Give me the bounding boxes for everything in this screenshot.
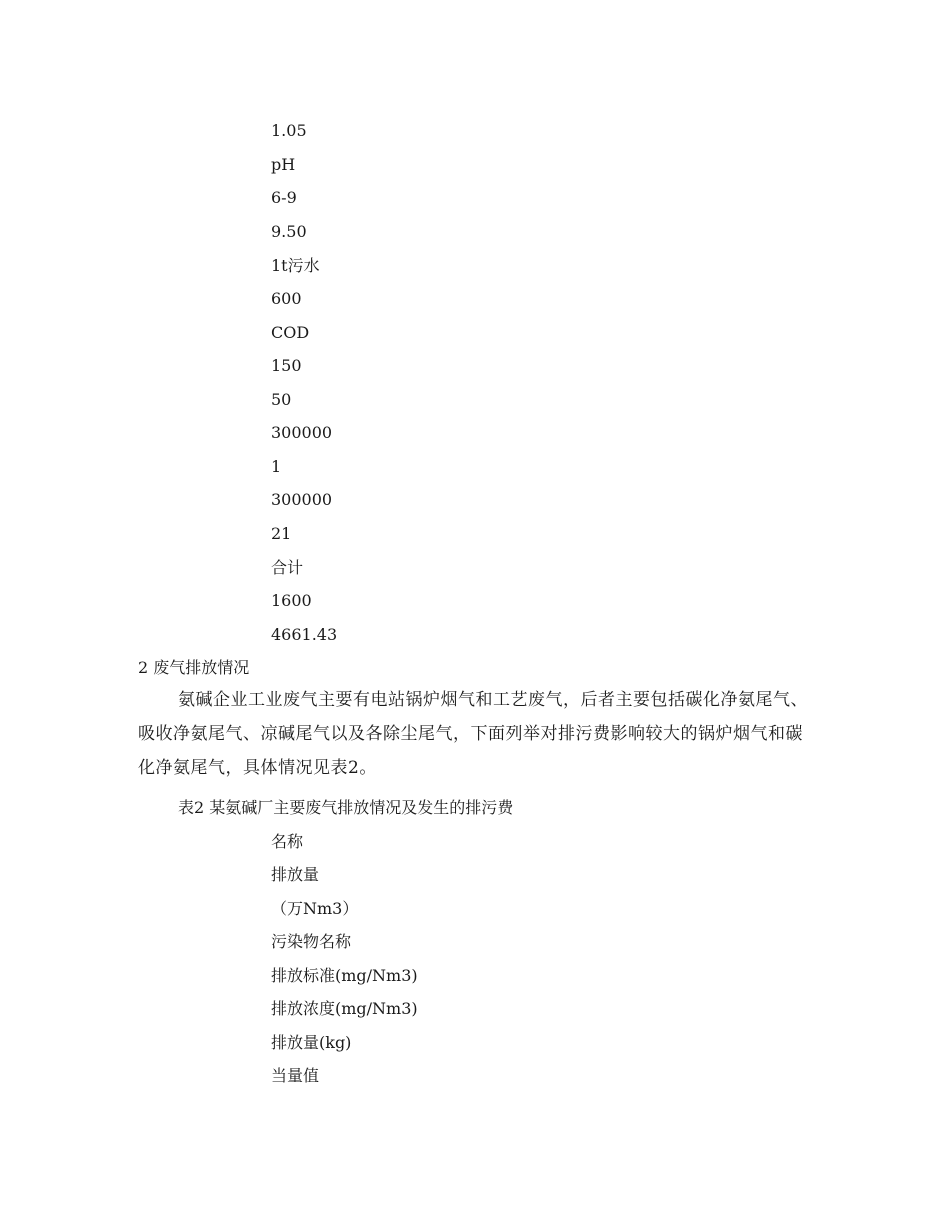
table1-cell: 50 bbox=[271, 390, 292, 409]
section-paragraph: 氨碱企业工业废气主要有电站锅炉烟气和工艺废气，后者主要包括碳化净氨尾气、吸收净氨尾气、凉碱尾气以及各除尘尾气，下面列举对排污费影响较大的锅炉烟气和碳化净氨尾气，具体情况见表2。 bbox=[138, 690, 808, 778]
table1-cell: 1t污水 bbox=[271, 256, 320, 275]
table1-cell: 600 bbox=[271, 289, 302, 308]
table2-header-cell: 排放标准(mg/Nm3) bbox=[271, 966, 418, 985]
table1-cell: COD bbox=[271, 323, 310, 342]
table2-caption: 表2 某氨碱厂主要废气排放情况及发生的排污费 bbox=[178, 798, 514, 817]
table1-cell: 1 bbox=[271, 457, 282, 476]
table1-cell: 9.50 bbox=[271, 222, 307, 241]
table1-cell: 1.05 bbox=[271, 121, 307, 140]
table1-cell: pH bbox=[271, 155, 296, 174]
table1-cell: 6-9 bbox=[271, 188, 297, 207]
table2-header-cell: 排放浓度(mg/Nm3) bbox=[271, 999, 418, 1018]
table1-cell: 1600 bbox=[271, 591, 312, 610]
table1-cell: 4661.43 bbox=[271, 625, 338, 644]
table2-header-cell: （万Nm3） bbox=[271, 899, 359, 918]
table2-header-cell: 当量值 bbox=[271, 1066, 320, 1085]
table1-cell: 300000 bbox=[271, 423, 333, 442]
table1-cell: 合计 bbox=[271, 558, 304, 577]
table2-header-cell: 污染物名称 bbox=[271, 932, 352, 951]
table1-cell: 21 bbox=[271, 524, 292, 543]
section-heading: 2 废气排放情况 bbox=[138, 658, 250, 677]
table2-header-cell: 名称 bbox=[271, 832, 304, 851]
table1-cell: 300000 bbox=[271, 490, 333, 509]
table1-cell: 150 bbox=[271, 356, 302, 375]
table2-header-cell: 排放量 bbox=[271, 865, 320, 884]
table2-header-cell: 排放量(kg) bbox=[271, 1033, 352, 1052]
